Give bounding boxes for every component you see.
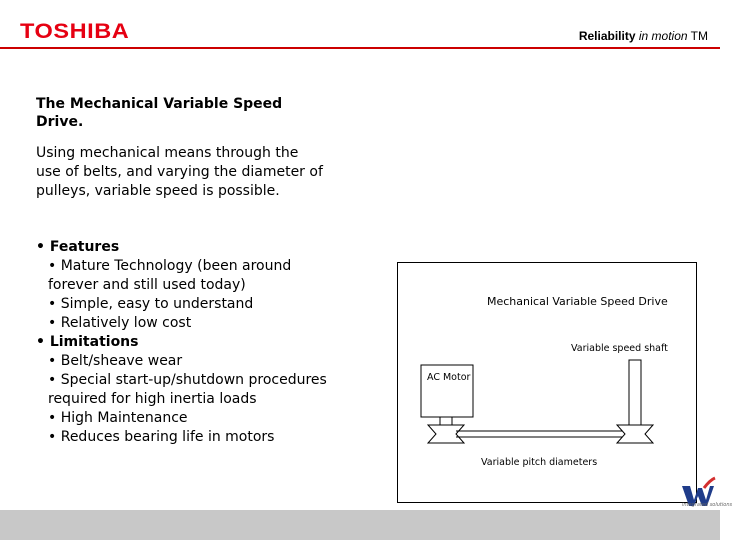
bullet-glyph: • xyxy=(48,372,57,388)
bullet-glyph: • xyxy=(48,410,57,426)
intro-paragraph: Using mechanical means through the use of belts, and varying the diameter of pulleys, variable speed is possible. xyxy=(36,145,323,199)
diagram-title: Mechanical Variable Speed Drive xyxy=(487,295,668,308)
feature-text: Relatively low cost xyxy=(60,315,192,331)
feature-item xyxy=(36,295,336,314)
drive-diagram xyxy=(397,262,697,503)
bullet-glyph: • xyxy=(48,429,57,445)
limitation-item xyxy=(36,428,336,447)
bullet-glyph: • xyxy=(36,334,45,350)
brand-text: integrated solutions xyxy=(682,502,732,508)
bullet-glyph: • xyxy=(48,296,57,312)
bullet-glyph: • xyxy=(48,258,57,274)
tagline-trademark: TM xyxy=(690,29,708,43)
features-heading xyxy=(36,238,336,257)
bullet-glyph: • xyxy=(48,353,57,369)
feature-text: Mature Technology (been around forever and still used today) xyxy=(48,258,292,293)
limitation-text: Belt/sheave wear xyxy=(60,353,183,369)
motor-sheave xyxy=(428,425,464,443)
tagline xyxy=(579,29,708,43)
header-rule xyxy=(0,47,720,49)
limitation-text: Reduces bearing life in motors xyxy=(60,429,275,445)
bullet-glyph: • xyxy=(36,239,45,255)
pitch-label: Variable pitch diameters xyxy=(481,457,598,468)
driven-sheave xyxy=(617,425,653,443)
variable-speed-shaft xyxy=(629,360,641,425)
limitations-heading xyxy=(36,333,336,352)
shaft-label: Variable speed shaft xyxy=(571,343,668,354)
slide-title: The Mechanical Variable Speed Drive. xyxy=(36,96,283,130)
features-heading-text: Features xyxy=(49,239,120,255)
limitation-item xyxy=(36,409,336,428)
motor-shaft xyxy=(440,417,452,425)
limitation-item xyxy=(36,371,336,409)
feature-item xyxy=(36,257,336,295)
footer-band xyxy=(0,510,720,540)
limitation-text: High Maintenance xyxy=(60,410,188,426)
feature-text: Simple, easy to understand xyxy=(60,296,254,312)
motor-label: AC Motor xyxy=(427,372,471,383)
tagline-bold: Reliability xyxy=(578,29,636,43)
limitation-item xyxy=(36,352,336,371)
toshiba-logo: TOSHIBA xyxy=(20,20,130,43)
limitation-text: Special start-up/shutdown procedures required for high inertia loads xyxy=(48,372,327,407)
bullet-glyph: • xyxy=(48,315,57,331)
feature-item xyxy=(36,314,336,333)
tagline-italic: in motion xyxy=(638,29,688,43)
bullet-list xyxy=(36,238,336,447)
limitations-heading-text: Limitations xyxy=(49,334,139,350)
